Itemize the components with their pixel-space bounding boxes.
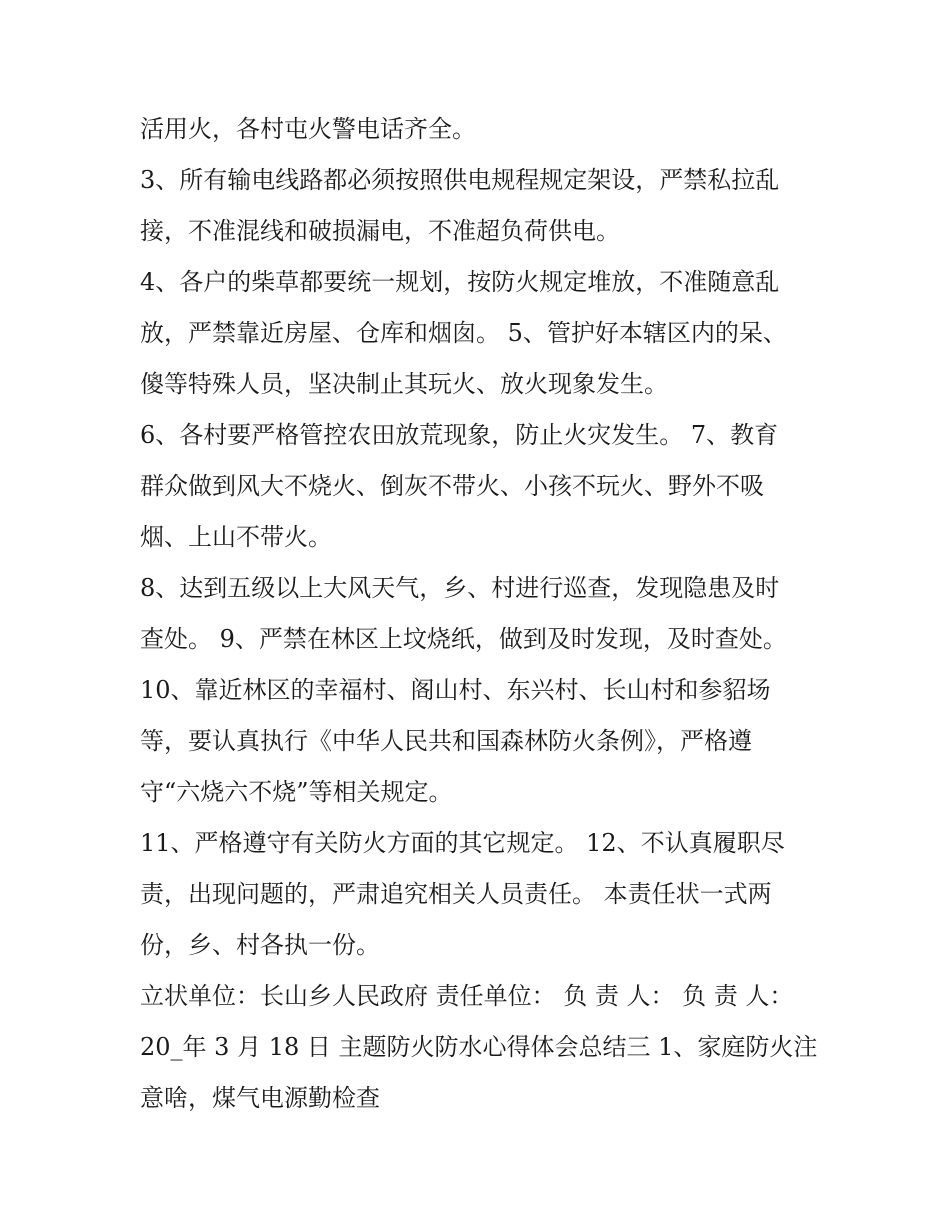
text-line: 傻等特殊人员，坚决制止其玩火、放火现象发生。 xyxy=(140,370,668,398)
text-line: 意啥，煤气电源勤检查 xyxy=(140,1084,380,1112)
text-line: 群众做到风大不烧火、倒灰不带火、小孩不玩火、野外不吸 xyxy=(140,472,764,500)
text-line: 立状单位：长山乡人民政府 责任单位： 负 责 人： 负 责 人： xyxy=(140,982,794,1010)
text-line: 3、所有输电线路都必须按照供电规程规定架设，严禁私拉乱 xyxy=(140,166,780,194)
text-line: 6、各村要严格管控农田放荒现象，防止火灾发生。 7、教育 xyxy=(140,421,779,449)
text-line: 8、达到五级以上大风天气，乡、村进行巡查，发现隐患及时 xyxy=(140,574,780,602)
document-body xyxy=(140,104,830,1124)
text-line: 责，出现问题的，严肃追究相关人员责任。 本责任状一式两 xyxy=(140,880,772,908)
text-line: 份，乡、村各执一份。 xyxy=(140,931,380,959)
text-line: 11、严格遵守有关防火方面的其它规定。 12、不认真履职尽 xyxy=(140,829,785,857)
text-line: 接，不准混线和破损漏电，不准超负荷供电。 xyxy=(140,217,620,245)
text-line: 等，要认真执行《中华人民共和国森林防火条例》，严格遵 xyxy=(140,727,752,755)
text-line: 放，严禁靠近房屋、仓库和烟囱。 5、管护好本辖区内的呆、 xyxy=(140,319,787,347)
text-line: 烟、上山不带火。 xyxy=(140,523,332,551)
text-line: 查处。 9、严禁在林区上坟烧纸，做到及时发现，及时查处。 xyxy=(140,625,787,653)
text-line: 守“六烧六不烧”等相关规定。 xyxy=(140,778,453,806)
text-line: 4、各户的柴草都要统一规划，按防火规定堆放，不准随意乱 xyxy=(140,268,780,296)
text-line: 10、靠近林区的幸福村、阁山村、东兴村、长山村和参貂场 xyxy=(140,676,771,704)
text-line: 20_年 3 月 18 日 主题防火防水心得体会总结三 1、家庭防火注 xyxy=(140,1033,818,1061)
text-line: 活用火，各村屯火警电话齐全。 xyxy=(140,115,476,143)
